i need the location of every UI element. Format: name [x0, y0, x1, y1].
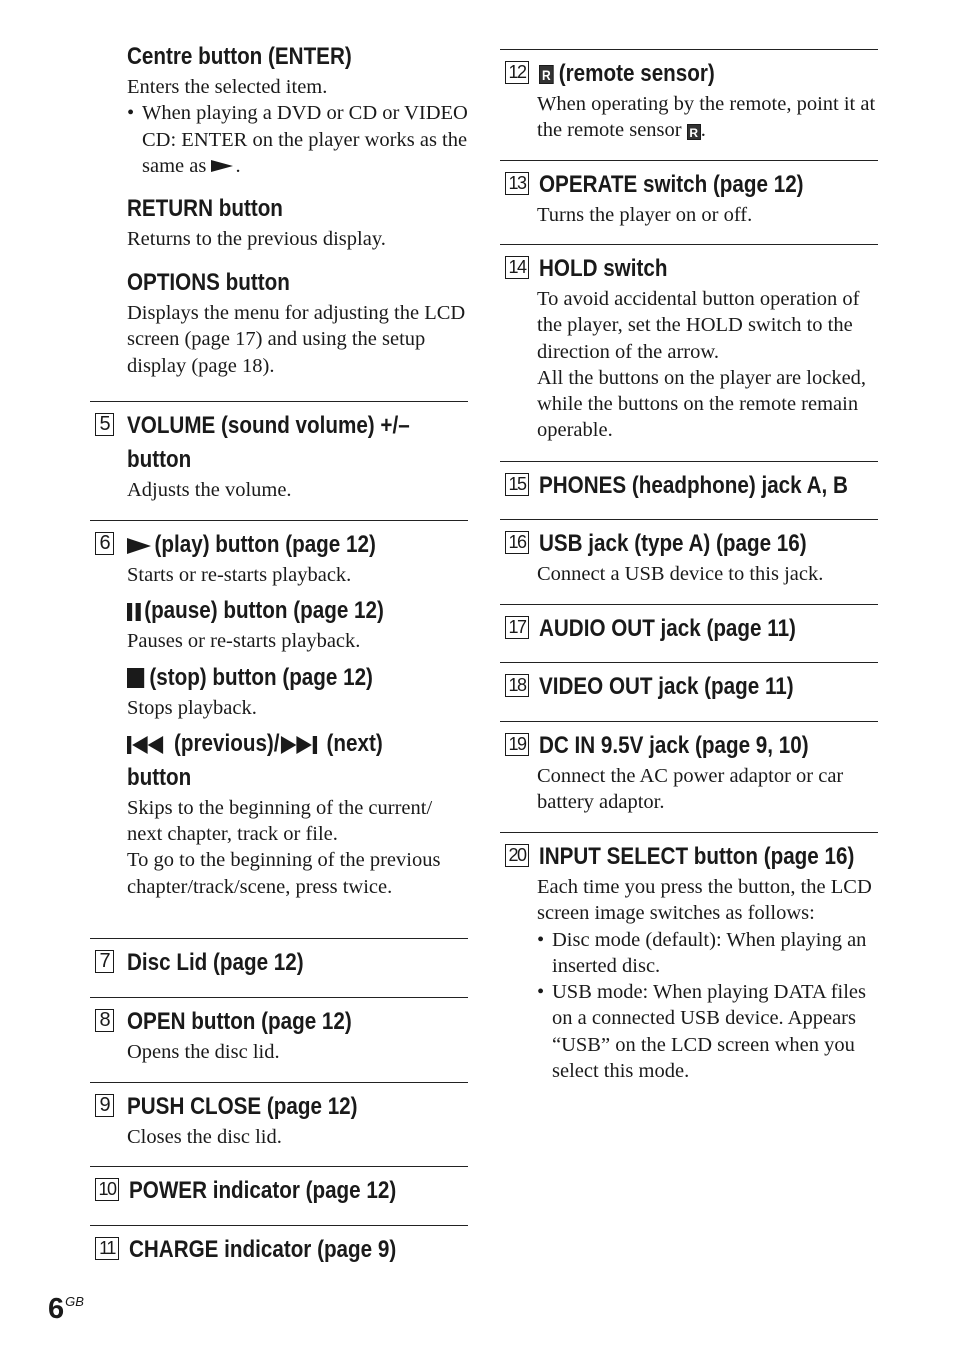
desc-text: Skips to the beginning of the current/ next chapter, track or file. To go to the beginning of the previous chapter/track/scene, press twice.	[127, 796, 441, 898]
item-number-badge: 18	[505, 674, 529, 697]
desc-text: Closes the disc lid.	[127, 1126, 282, 1148]
usb-jack-section	[500, 519, 878, 587]
centre-button-section	[90, 40, 468, 179]
play-icon	[127, 538, 151, 554]
desc-text: To avoid accidental button operation of the player, set the HOLD switch to the direction of the arrow. All the buttons on the player are locked, while the buttons on the remote remain operable.	[537, 288, 867, 442]
section-heading: OPERATE switch (page 12)	[539, 171, 804, 198]
desc-text: Turns the player on or off.	[537, 204, 753, 226]
section-heading: R (remote sensor)	[539, 57, 715, 91]
bullet-item: • Disc mode (default): When playing an inserted disc.	[537, 927, 878, 980]
audio-out-section	[500, 604, 878, 646]
region-code: GB	[65, 1294, 84, 1309]
sub-heading-stop: (stop) button (page 12)	[127, 661, 373, 695]
remote-sensor-icon: R	[539, 65, 554, 84]
desc-text: Opens the disc lid.	[127, 1041, 280, 1063]
section-heading: (play) button (page 12)	[127, 528, 376, 562]
desc-text: Adjusts the volume.	[127, 479, 292, 501]
item-number-badge: 7	[95, 950, 114, 973]
section-heading: PHONES (headphone) jack A, B	[539, 472, 848, 499]
desc-text: Stops playback.	[127, 696, 257, 719]
section-heading: VIDEO OUT jack (page 11)	[539, 673, 794, 700]
previous-icon	[127, 735, 168, 755]
section-heading: VOLUME (sound volume) +/– button	[127, 412, 410, 473]
section-heading: OPEN button (page 12)	[127, 1008, 352, 1035]
item-number-badge: 12	[505, 61, 529, 84]
power-indicator-section	[90, 1166, 468, 1208]
options-button-section	[90, 266, 468, 379]
desc-text: Each time you press the button, the LCD screen image switches as follows:	[537, 876, 872, 925]
section-heading: DC IN 9.5V jack (page 9, 10)	[539, 732, 809, 759]
section-heading: HOLD switch	[539, 255, 668, 282]
section-heading: AUDIO OUT jack (page 11)	[539, 615, 796, 642]
desc-text: Starts or re-starts playback.	[127, 564, 352, 586]
open-button-section	[90, 997, 468, 1065]
section-heading: Centre button (ENTER)	[127, 43, 352, 70]
item-number-badge: 20	[505, 844, 529, 867]
desc-text: When operating by the remote, point it at the remote sensor R .	[537, 93, 876, 142]
item-number-badge: 5	[95, 413, 114, 436]
item-number-badge: 8	[95, 1009, 114, 1032]
input-select-section	[500, 832, 878, 1084]
item-number-badge: 6	[95, 532, 114, 555]
sub-heading-prev-next: (previous)/ (next) button	[127, 729, 383, 791]
charge-indicator-section	[90, 1225, 468, 1267]
section-heading: PUSH CLOSE (page 12)	[127, 1093, 358, 1120]
next-icon	[280, 735, 321, 755]
page-number: $6^{GB}$	[48, 1293, 84, 1325]
section-heading: INPUT SELECT button (page 16)	[539, 843, 855, 870]
desc-text: Pauses or re-starts playback.	[127, 630, 361, 653]
item-number-badge: 9	[95, 1094, 114, 1117]
push-close-section	[90, 1082, 468, 1150]
phones-jack-section	[500, 461, 878, 503]
sub-heading-pause: (pause) button (page 12)	[127, 594, 384, 628]
desc-text: Connect the AC power adaptor or car battery adaptor.	[537, 765, 844, 814]
item-number-badge: 11	[95, 1237, 119, 1260]
section-heading: OPTIONS button	[127, 269, 290, 296]
operate-switch-section	[500, 160, 878, 228]
section-heading: POWER indicator (page 12)	[129, 1177, 397, 1204]
desc-text: Displays the menu for adjusting the LCD screen (page 17) and using the setup display (page 18).	[127, 302, 466, 377]
disc-lid-section	[90, 938, 468, 980]
desc-text: Connect a USB device to this jack.	[537, 563, 824, 585]
desc-text: Enters the selected item.	[127, 76, 328, 98]
pause-icon	[127, 603, 141, 621]
item-number-badge: 16	[505, 531, 529, 554]
section-heading: USB jack (type A) (page 16)	[539, 530, 807, 557]
item-number-badge: 15	[505, 473, 529, 496]
bullet-list	[537, 927, 878, 1085]
item-number-badge: 14	[505, 256, 529, 279]
dc-in-section	[500, 721, 878, 816]
volume-section	[90, 401, 468, 503]
bullet-item: • When playing a DVD or CD or VIDEO CD: ENTER on the player works as the same as .	[127, 100, 468, 179]
desc-text: Returns to the previous display.	[127, 228, 386, 250]
item-number-badge: 10	[95, 1178, 119, 1201]
remote-sensor-icon: R	[687, 124, 701, 140]
return-button-section	[90, 192, 468, 252]
bullet-list	[127, 100, 468, 179]
video-out-section	[500, 662, 878, 704]
play-icon	[211, 160, 233, 172]
hold-switch-section	[500, 244, 878, 444]
play-section	[90, 520, 468, 900]
section-heading: RETURN button	[127, 195, 283, 222]
remote-sensor-section	[500, 49, 878, 144]
section-heading: Disc Lid (page 12)	[127, 949, 304, 976]
stop-icon	[127, 668, 144, 688]
section-body	[127, 74, 468, 179]
item-number-badge: 19	[505, 733, 529, 756]
item-number-badge: 13	[505, 172, 529, 195]
section-heading: CHARGE indicator (page 9)	[129, 1236, 397, 1263]
section-body	[537, 874, 878, 1084]
bullet-item: • USB mode: When playing DATA files on a connected USB device. Appears “USB” on the LCD screen when you select this mode.	[537, 979, 878, 1084]
item-number-badge: 17	[505, 616, 529, 639]
